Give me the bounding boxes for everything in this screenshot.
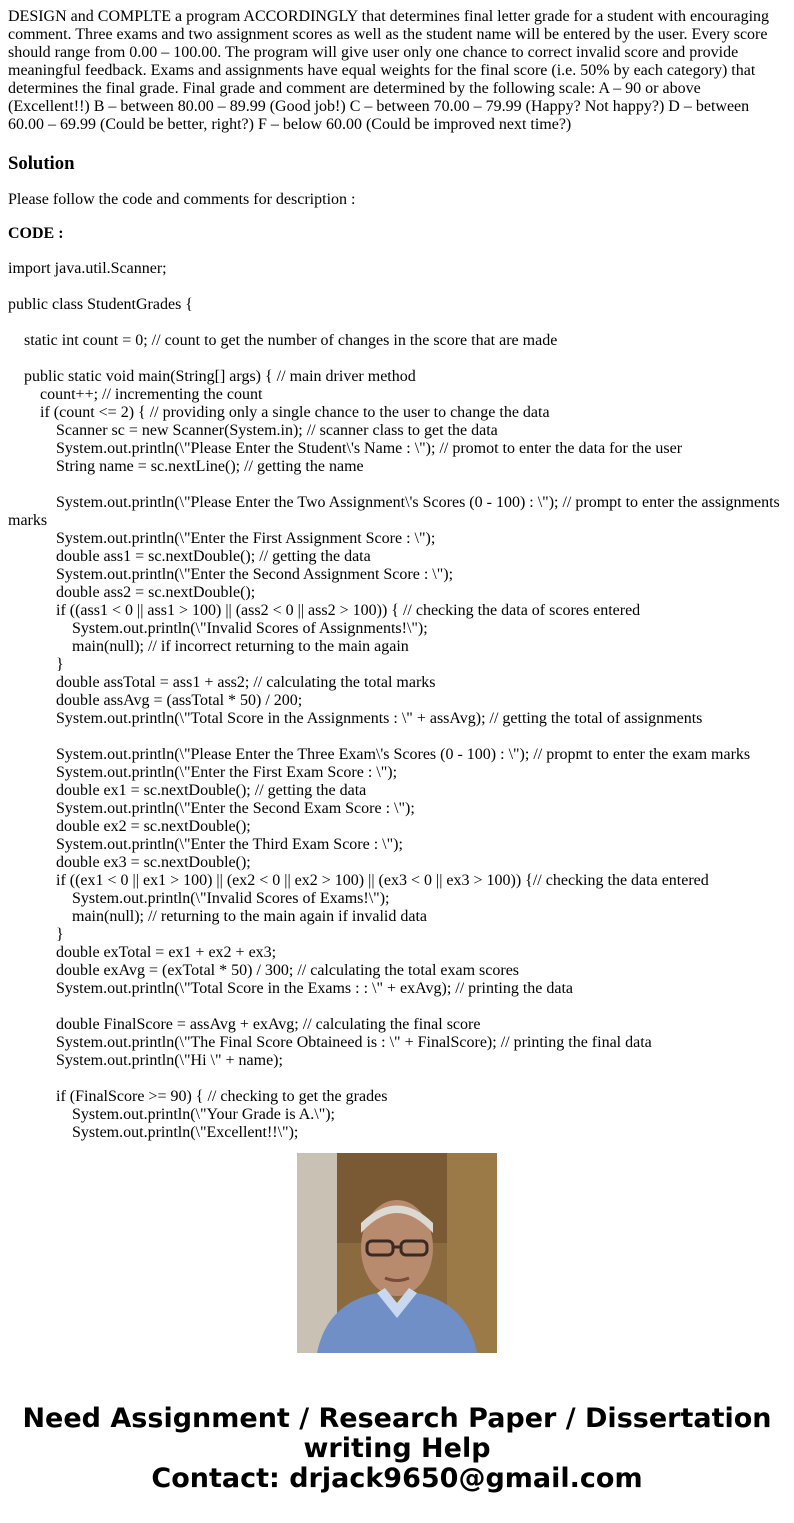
promo-line-2: writing Help xyxy=(303,1433,491,1464)
code-line xyxy=(8,314,786,332)
code-label: CODE : xyxy=(8,225,64,242)
code-line: System.out.println(\"The Final Score Obtaineed is : \" + FinalScore); // printing the final data xyxy=(8,1034,652,1051)
promo-contact: Contact: drjack9650@gmail.com xyxy=(151,1463,643,1494)
code-line: double ex3 = sc.nextDouble(); xyxy=(8,854,251,871)
code-line: System.out.println(\"Please Enter the Three Exam\'s Scores (0 - 100) : \"); // propmt to enter the exam marks xyxy=(8,746,751,763)
code-line: if ((ass1 < 0 || ass1 > 100) || (ass2 < 0 || ass2 > 100)) { // checking the data of scores entered xyxy=(8,602,641,619)
code-line: double ass2 = sc.nextDouble(); xyxy=(8,584,256,601)
code-line: main(null); // returning to the main again if invalid data xyxy=(8,908,428,925)
code-line: System.out.println(\"Enter the Second Assignment Score : \"); xyxy=(8,566,454,583)
code-line: System.out.println(\"Your Grade is A.\"); xyxy=(8,1106,335,1123)
code-line: System.out.println(\"Enter the Second Exam Score : \"); xyxy=(8,800,415,817)
code-line: Scanner sc = new Scanner(System.in); // scanner class to get the data xyxy=(8,422,498,439)
code-line: static int count = 0; // count to get the number of changes in the score that are made xyxy=(8,332,558,349)
document-body xyxy=(8,8,786,243)
code-line: public class StudentGrades { xyxy=(8,296,193,313)
code-line xyxy=(8,476,786,494)
code-line: double exTotal = ex1 + ex2 + ex3; xyxy=(8,944,277,961)
code-line: System.out.println(\"Total Score in the Exams : : \" + exAvg); // printing the data xyxy=(8,980,574,997)
code-line xyxy=(8,278,786,296)
code-line: double assAvg = (assTotal * 50) / 200; xyxy=(8,692,303,709)
code-line: if ((ex1 < 0 || ex1 > 100) || (ex2 < 0 || ex2 > 100) || (ex3 < 0 || ex3 > 100)) {// checking the data entered xyxy=(8,872,709,889)
code-line: if (count <= 2) { // providing only a single chance to the user to change the data xyxy=(8,404,550,421)
question-text: DESIGN and COMPLTE a program ACCORDINGLY that determines final letter grade for a student with encouraging comment. Three exams and two assignment scores as well as the student name will be entered by the user. Every score should range from 0.00 – 100.00. The program will give user only one chance to correct invalid score and provide meaningful feedback. Exams and assignments have equal weights for the final score (i.e. 50% by each category) that determines the final grade. Final grade and comment are determined by the following scale: A – 90 or above (Excellent!!) B – between 80.00 – 89.99 (Good job!) C – between 70.00 – 79.99 (Happy? Not happy?) D – between 60.00 – 69.99 (Could be better, right?) F – below 60.00 (Could be improved next time?) xyxy=(8,8,770,133)
code-line: System.out.println(\"Enter the First Exam Score : \"); xyxy=(8,764,398,781)
code-line: if (FinalScore >= 90) { // checking to get the grades xyxy=(8,1088,388,1105)
promo-banner xyxy=(0,1404,794,1494)
code-line: double ex2 = sc.nextDouble(); xyxy=(8,818,251,835)
code-line: double exAvg = (exTotal * 50) / 300; // calculating the total exam scores xyxy=(8,962,520,979)
intro-text: Please follow the code and comments for description : xyxy=(8,191,356,208)
code-line: public static void main(String[] args) { // main driver method xyxy=(8,368,416,385)
code-line: System.out.println(\"Hi \" + name); xyxy=(8,1052,283,1069)
code-line: double ex1 = sc.nextDouble(); // getting the data xyxy=(8,782,367,799)
code-line: double assTotal = ass1 + ass2; // calculating the total marks xyxy=(8,674,436,691)
code-line: } xyxy=(8,656,64,673)
promo-line-1: Need Assignment / Research Paper / Dissertation xyxy=(22,1403,772,1434)
code-line: System.out.println(\"Enter the First Assignment Score : \"); xyxy=(8,530,436,547)
code-line: System.out.println(\"Invalid Scores of Assignments!\"); xyxy=(8,620,428,637)
code-line: main(null); // if incorrect returning to the main again xyxy=(8,638,409,655)
code-line: System.out.println(\"Invalid Scores of Exams!\"); xyxy=(8,890,390,907)
code-line: count++; // incrementing the count xyxy=(8,386,263,403)
code-line xyxy=(8,350,786,368)
code-line xyxy=(8,728,786,746)
solution-heading: Solution xyxy=(8,153,75,174)
code-line: System.out.println(\"Please Enter the Student\'s Name : \"); // promot to enter the data for the user xyxy=(8,440,683,457)
code-line: } xyxy=(8,926,64,943)
code-line: import java.util.Scanner; xyxy=(8,260,167,277)
code-line: String name = sc.nextLine(); // getting the name xyxy=(8,458,364,475)
code-line xyxy=(8,998,786,1016)
code-line: System.out.println(\"Please Enter the Two Assignment\'s Scores (0 - 100) : \"); // prompt to enter the assignments marks xyxy=(8,494,784,529)
code-line: double FinalScore = assAvg + exAvg; // calculating the final score xyxy=(8,1016,481,1033)
author-photo xyxy=(297,1153,497,1353)
code-line: System.out.println(\"Excellent!!\"); xyxy=(8,1124,299,1141)
code-block xyxy=(8,260,786,1141)
code-line: double ass1 = sc.nextDouble(); // getting the data xyxy=(8,548,371,565)
code-line: System.out.println(\"Enter the Third Exam Score : \"); xyxy=(8,836,403,853)
code-line: System.out.println(\"Total Score in the Assignments : \" + assAvg); // getting the total of assignments xyxy=(8,710,703,727)
code-line xyxy=(8,1070,786,1088)
